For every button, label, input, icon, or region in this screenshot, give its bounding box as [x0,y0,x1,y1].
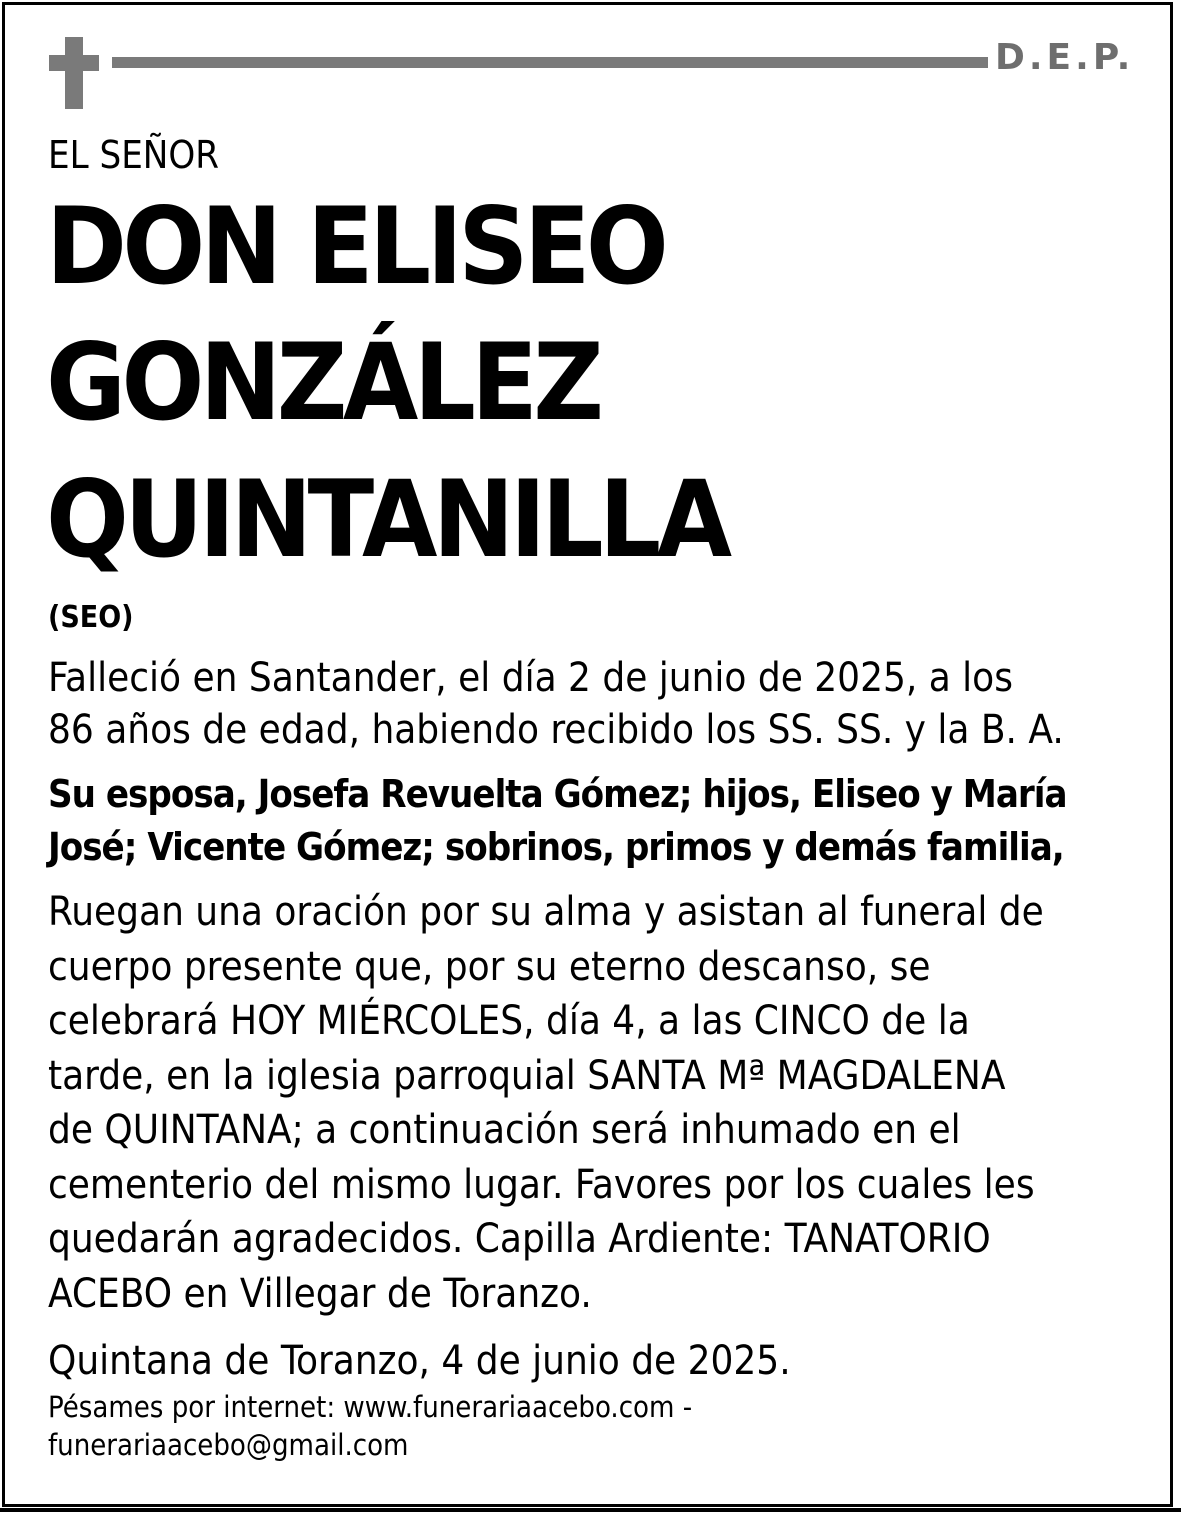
funeral-line: Ruegan una oración por su alma y asistan al funeral de [48,889,1044,935]
funeral-line: ACEBO en Villegar de Toranzo. [48,1270,592,1317]
header-rule [112,57,988,68]
honorific: EL SEÑOR [48,133,220,177]
contact-info [48,1388,692,1464]
funeral-line: cementerio del mismo lugar. Favores por los cuales les [48,1161,1035,1208]
dep-label: D.E.P. [995,37,1135,78]
place-and-date: Quintana de Toranzo, 4 de junio de 2025. [48,1338,791,1384]
funeral-line: de QUINTANA; a continuación será inhumado en el [48,1107,961,1153]
family-list [48,768,1138,874]
funeral-details [48,885,1138,1321]
family-line: José; Vicente Gómez; sobrinos, primos y demás familia, [48,825,1064,869]
funeral-line: tarde, en la iglesia parroquial SANTA Mª MAGDALENA [48,1052,1006,1099]
contact-line-web: Pésames por internet: www.funerariaacebo.com - [48,1390,693,1424]
bottom-rule [0,1508,1181,1512]
funeral-line: cuerpo presente que, por su eterno descanso, se [48,943,931,990]
deceased-name-line-2: GONZÁLEZ [46,321,600,444]
nickname: (SEO) [48,600,134,635]
cross-icon [49,37,99,109]
contact-line-email: funerariaacebo@gmail.com [48,1428,409,1462]
deceased-name-line-1: DON ELISEO [46,185,665,308]
deceased-name-line-3: QUINTANILLA [46,458,728,581]
funeral-line: celebrará HOY MIÉRCOLES, día 4, a las CINCO de la [48,998,970,1044]
death-notice-line: 86 años de edad, habiendo recibido los SS. SS. y la B. A. [48,707,1064,753]
funeral-line: quedarán agradecidos. Capilla Ardiente: TANATORIO [48,1216,991,1262]
family-line: Su esposa, Josefa Revuelta Gómez; hijos, Eliseo y María [48,772,1067,816]
death-notice [48,652,1138,756]
death-notice-line: Falleció en Santander, el día 2 de junio de 2025, a los [48,655,1013,701]
